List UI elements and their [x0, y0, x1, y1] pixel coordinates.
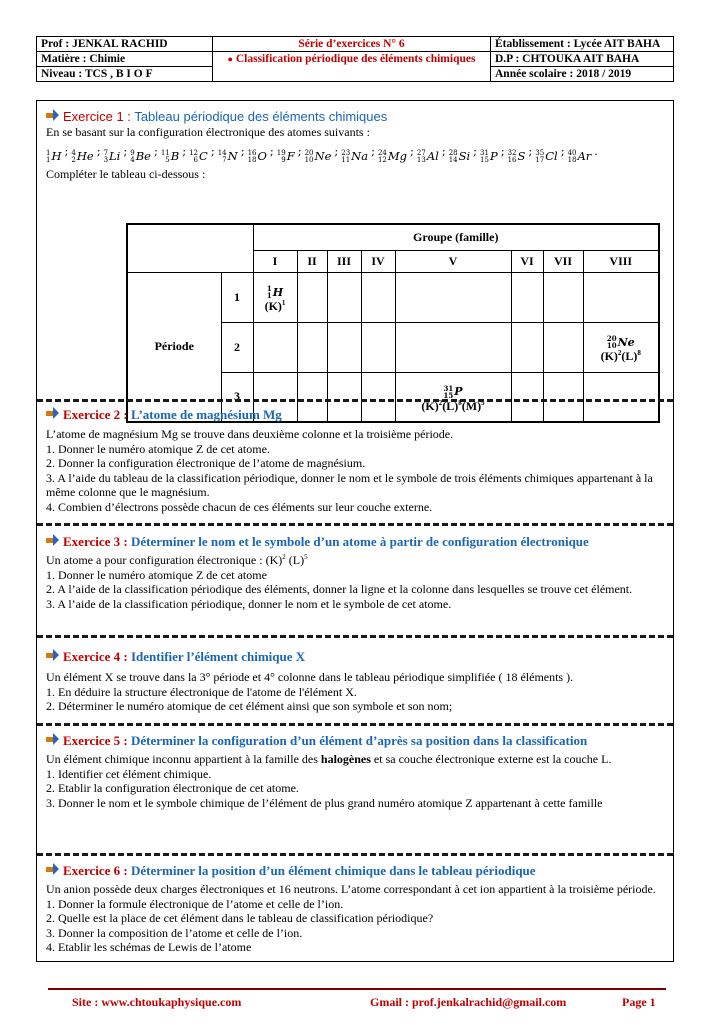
atom-mass-number: 7: [103, 148, 109, 157]
phosphorus-symbol: [443, 385, 462, 399]
atom-cl: [535, 149, 557, 164]
exercise-1-number: Exercice 1 :: [63, 109, 131, 124]
atom-mass-number: 31: [480, 148, 489, 157]
atom-mass-number: 27: [416, 148, 426, 157]
neon-l: (L): [621, 349, 638, 363]
exercise-3-l-exp: 5: [304, 553, 308, 561]
exercise-6-heading: Déterminer la position d’un élément chimique dans le tableau périodique: [130, 863, 536, 878]
footer-page-number: Page 1: [622, 995, 656, 1009]
hydrogen-conf-exp: 1: [281, 299, 286, 307]
atom-number: 3: [103, 155, 109, 164]
phosphorus-m: (M): [461, 398, 482, 413]
exercise-6-line: 4. Etablir les schémas de Lewis de l’atome: [46, 940, 252, 955]
group-viii: VIII: [583, 250, 659, 272]
neon-l-exp: 8: [637, 349, 641, 357]
header-prof: Prof : JENKAL RACHID: [37, 37, 213, 52]
atom-indices: [417, 150, 426, 164]
atom-o: [248, 149, 267, 164]
group-v: V: [395, 250, 511, 272]
exercise-4-title: [46, 648, 666, 665]
atom-mass-number: 14: [217, 148, 227, 157]
group-vi: VI: [511, 250, 543, 272]
exercise-1-heading: Tableau périodique des éléments chimiques: [134, 109, 388, 124]
atom-indices: [46, 150, 50, 164]
group-iv: IV: [361, 250, 395, 272]
atom-symbol: Al: [426, 149, 439, 164]
arrow-icon: [46, 863, 59, 876]
exercise-6-line: 1. Donner la formule électronique de l’atome et celle de l’ion.: [46, 896, 344, 911]
cell-empty: [511, 322, 543, 372]
atom-indices: [568, 150, 577, 164]
group-iii: III: [327, 250, 361, 272]
exercise-3-line: 3. A l’aide de la classification périodique, donner le nom et le symbole de cet atome.: [46, 596, 452, 611]
exercise-4-number: Exercice 4 :: [63, 649, 128, 664]
atom-indices: [71, 150, 75, 164]
group-vii: VII: [543, 250, 583, 272]
footer-site[interactable]: Site : www.chtoukaphysique.com: [72, 995, 242, 1009]
hydrogen-z: 1: [266, 291, 272, 300]
arrow-icon: [46, 109, 59, 122]
exercise-2-title: [46, 406, 666, 423]
group-i: I: [253, 250, 297, 272]
atom-indices: [305, 150, 314, 164]
atom-p: [480, 149, 498, 164]
atom-number: 13: [416, 155, 426, 164]
exercise-5-intro-c: et sa couche électronique externe est la couche L.: [370, 752, 612, 766]
table-corner: [127, 224, 253, 272]
cell-empty: [327, 272, 361, 322]
header-matiere: Matière : Chimie: [37, 52, 213, 67]
exercise-2-line: 3. A l’aide du tableau de la classification périodique, donner le nom et le symbole de trois éléments chimiques appartenant à la même colonne que le magnésium.: [46, 470, 653, 500]
section-separator: [37, 523, 673, 526]
atom-symbol: F: [286, 149, 295, 164]
arrow-icon: [46, 407, 59, 420]
exercise-1-title: [46, 108, 666, 125]
exercise-4: [46, 648, 666, 714]
atom-symbol: Mg: [387, 149, 408, 164]
exercise-4-heading: Identifier l’élément chimique X: [130, 649, 306, 664]
atom-mass-number: 24: [377, 148, 387, 157]
atom-number: 5: [165, 155, 170, 164]
atom-mg: [378, 149, 407, 164]
atom-si: [449, 149, 470, 164]
atom-indices: [535, 150, 544, 164]
header-niveau: Niveau : TCS , B I O F: [37, 67, 213, 82]
neon-mass: 20: [606, 334, 617, 343]
period-3: 3: [221, 372, 253, 422]
atom-number: 7: [222, 155, 227, 164]
cell-empty: [583, 272, 659, 322]
arrow-icon: [46, 649, 59, 662]
cell-empty: [395, 322, 511, 372]
atom-mass-number: 4: [71, 148, 76, 157]
footer-rule: [48, 988, 666, 990]
exercise-3-intro: [46, 553, 666, 568]
periodic-table: [126, 223, 660, 423]
atom-symbol: Li: [109, 149, 121, 164]
header-dp: D.P : CHTOUKA AIT BAHA: [491, 52, 674, 67]
atom-mass-number: 28: [448, 148, 458, 157]
neon-k-exp: 2: [617, 349, 622, 357]
neon-symbol: [607, 335, 635, 349]
atom-indices: [449, 150, 458, 164]
atom-number: 16: [507, 155, 517, 164]
atom-number: 4: [130, 155, 135, 164]
atom-mass-number: 9: [130, 148, 135, 157]
section-separator: [37, 723, 673, 726]
atom-he: [71, 149, 93, 164]
header-lesson: ● Classification périodique des éléments chimiques: [213, 52, 491, 82]
phosphorus-l: (L): [442, 398, 459, 413]
atom-indices: [161, 150, 170, 164]
atom-number: 10: [304, 155, 314, 164]
section-separator: [37, 399, 673, 402]
atom-s: [508, 149, 526, 164]
exercise-3-title: [46, 533, 666, 550]
atom-na: [341, 149, 368, 164]
phosphorus-l-exp: 8: [458, 398, 462, 407]
phosphorus-mass: 31: [443, 383, 454, 393]
atom-indices: [130, 150, 134, 164]
phosphorus-sym: P: [454, 385, 463, 399]
arrow-icon: [46, 733, 59, 746]
exercise-5-line: 1. Identifier cet élément chimique.: [46, 766, 212, 781]
atom-f: [277, 149, 295, 164]
atom-number: 18: [247, 155, 257, 164]
atom-indices: [480, 150, 489, 164]
atom-mass-number: 19: [276, 148, 286, 157]
atom-number: 11: [341, 155, 351, 164]
exercise-5-title: [46, 732, 666, 749]
exercise-3-l: (L): [285, 553, 305, 567]
exercise-3: [46, 533, 666, 611]
header-annee: Année scolaire : 2018 / 2019: [491, 67, 674, 82]
group-ii: II: [297, 250, 327, 272]
atom-indices: [218, 150, 227, 164]
hydrogen-symbol: [267, 285, 283, 299]
atom-mass-number: 20: [304, 148, 314, 157]
exercise-4-line: 2. Déterminer le numéro atomique de cet élément ainsi que son symbole et son nom;: [46, 699, 453, 714]
atom-number: 14: [448, 155, 458, 164]
exercise-5-line: 2. Etablir la configuration électronique de cet atome.: [46, 781, 299, 796]
atom-symbol: P: [489, 149, 498, 164]
neon-z: 10: [606, 341, 617, 350]
exercise-2: [46, 406, 666, 515]
cell-empty: [253, 322, 297, 372]
atom-mass-number: 35: [535, 148, 545, 157]
exercise-5: [46, 732, 666, 810]
atom-n: [218, 149, 238, 164]
exercise-3-line: 1. Donner le numéro atomique Z de cet atome: [46, 567, 267, 582]
atom-number: 9: [281, 155, 286, 164]
atom-li: [104, 149, 121, 164]
atom-number: 12: [377, 155, 387, 164]
exercise-2-line: 2. Donner la configuration électronique de l’atome de magnésium.: [46, 456, 366, 471]
atom-symbol: Si: [458, 149, 471, 164]
phosphorus-k-exp: 2: [438, 398, 443, 407]
section-separator: [37, 635, 673, 638]
atom-indices: [248, 150, 257, 164]
exercise-6-line: 2. Quelle est la place de cet élément dans le tableau de classification périodique?: [46, 911, 434, 926]
atom-number: 2: [71, 155, 76, 164]
neon-k: (K): [600, 349, 618, 363]
atom-symbol: Ar: [577, 149, 592, 164]
exercise-1-intro: En se basant sur la configuration électronique des atomes suivants :: [46, 125, 370, 139]
atom-symbol: H: [51, 149, 62, 164]
footer-email[interactable]: Gmail : prof.jenkalrachid@gmail.com: [370, 995, 567, 1009]
exercise-5-line: 3. Donner le nom et le symbole chimique de l’élément de plus grand numéro atomique Z appartenant à cette famille: [46, 795, 603, 810]
page: [36, 36, 674, 986]
cell-empty: [543, 272, 583, 322]
atom-mass-number: 23: [341, 148, 351, 157]
atom-mass-number: 1: [46, 148, 51, 157]
atom-indices: [341, 150, 350, 164]
cell-empty: [297, 322, 327, 372]
exercise-6-number: Exercice 6 :: [63, 863, 128, 878]
atom-symbol: B: [170, 149, 180, 164]
hydrogen-mass: 1: [266, 284, 272, 293]
atom-number: 17: [535, 155, 545, 164]
exercise-3-k-exp: 2: [282, 553, 286, 561]
atom-symbol: C: [199, 149, 208, 164]
exercise-6-line: 3. Donner la composition de l’atome et celle de l’ion.: [46, 925, 303, 940]
phosphorus-m-exp: 5: [481, 398, 485, 407]
header-etablissement: Établissement : Lycée AIT BAHA: [491, 37, 674, 52]
exercise-3-intro-text: Un atome a pour configuration électronique : (K): [46, 553, 283, 567]
atom-mass-number: 12: [189, 148, 199, 157]
period-1: 1: [221, 272, 253, 322]
cell-empty: [297, 272, 327, 322]
atom-mass-number: 11: [160, 148, 170, 157]
atom-ne: [305, 149, 332, 164]
phosphorus-k: (K): [421, 398, 439, 413]
exercise-5-intro-a: Un élément chimique inconnu appartient à la famille des: [46, 752, 321, 766]
cell-empty: [395, 272, 511, 322]
exercise-5-intro: [46, 752, 666, 767]
exercise-2-heading: L’atome de magnésium Mg: [130, 407, 282, 422]
cell-empty: [327, 322, 361, 372]
cell-hydrogen: [253, 272, 297, 322]
atom-indices: [189, 150, 198, 164]
exercise-1-instruction: Compléter le tableau ci-dessous :: [46, 166, 206, 181]
cell-empty: [361, 272, 395, 322]
atom-list: 1 1 H ; 4 2 He ; 7 3 Li ; 9 4 Be ; 11 5 B ; 12 6 C ; 14 7 N ; 16 18 O ; 19 9 F ; 20 10 Ne ; 23 11 Na ; 24 12 Mg ; 27 13 Al ; 28 14 Si ; 31 15 P ; 32 16 S ; 35 17 Cl ; 40 18 Ar .: [46, 143, 598, 164]
exercise-2-line: 1. Donner le numéro atomique Z de cet atome.: [46, 441, 270, 456]
arrow-icon: [46, 534, 59, 547]
atom-h: [46, 149, 62, 164]
hydrogen-conf: (K): [264, 299, 282, 313]
atom-number: 15: [480, 155, 489, 164]
exercise-4-line: 1. En déduire la structure électronique de l'atome de l'élément X.: [46, 684, 357, 699]
exercise-2-line: 4. Combien d’électrons possède chacun de ces éléments sur leur couche externe.: [46, 499, 433, 514]
atom-b: [161, 149, 179, 164]
exercise-4-line: Un élément X se trouve dans la 3° période et 4° colonne dans le tableau périodique simplifiée ( 18 éléments ).: [46, 670, 574, 684]
exercise-5-number: Exercice 5 :: [63, 733, 128, 748]
atom-mass-number: 40: [567, 148, 577, 157]
atom-symbol: Be: [135, 149, 151, 164]
atom-symbol: Na: [351, 149, 369, 164]
header-serie: Série d’exercices N° 6: [213, 37, 491, 52]
header-table: [36, 36, 674, 82]
atom-number: 18: [567, 155, 577, 164]
atom-symbol: Ne: [314, 149, 332, 164]
exercise-3-line: 2. A l’aide de la classification périodique des éléments, donner la ligne et la colonne dans lesquelles se trouve cet élément.: [46, 582, 633, 597]
atom-indices: [104, 150, 108, 164]
atom-ar: [568, 149, 592, 164]
atom-indices: [508, 150, 517, 164]
exercise-6: [46, 862, 666, 955]
cell-neon: [583, 322, 659, 372]
exercise-5-intro-bold: halogènes: [320, 752, 371, 766]
atom-number: 6: [193, 155, 199, 164]
exercise-6-title: [46, 862, 666, 879]
atom-symbol: He: [76, 149, 94, 164]
period-2: 2: [221, 322, 253, 372]
exercise-3-heading: Déterminer le nom et le symbole d’un atome à partir de configuration électronique: [130, 534, 589, 549]
cell-empty: [361, 322, 395, 372]
exercise-2-line: L’atome de magnésium Mg se trouve dans deuxième colonne et la troisième période.: [46, 427, 454, 441]
neon-sym: Ne: [617, 335, 635, 349]
atom-mass-number: 16: [247, 148, 257, 157]
period-label: Période: [127, 272, 221, 422]
cell-empty: [543, 322, 583, 372]
exercise-3-number: Exercice 3 :: [63, 534, 128, 549]
group-header: Groupe (famille): [253, 224, 659, 250]
exercise-1: [46, 108, 666, 181]
hydrogen-sym: H: [272, 285, 284, 299]
atom-c: [189, 149, 208, 164]
atom-number: 1: [46, 155, 51, 164]
atom-symbol: S: [517, 149, 526, 164]
atom-indices: [378, 150, 387, 164]
section-separator: [37, 853, 673, 856]
lesson-title: Classification périodique des éléments chimiques: [235, 53, 476, 65]
atom-symbol: Cl: [545, 149, 558, 164]
exercise-6-intro: Un anion possède deux charges électroniques et 16 neutrons. L’atome correspondant à cet ion appartient à la troisième période.: [46, 882, 656, 896]
atom-symbol: O: [257, 149, 267, 164]
exercise-5-heading: Déterminer la configuration d’un élément d’après sa position dans la classification: [130, 733, 588, 748]
atom-indices: [277, 150, 286, 164]
phosphorus-z: 15: [443, 390, 454, 400]
atom-symbol: N: [227, 149, 238, 164]
atom-mass-number: 32: [507, 148, 517, 157]
atom-be: [130, 149, 151, 164]
cell-empty: [511, 272, 543, 322]
atom-al: [417, 149, 439, 164]
exercise-2-number: Exercice 2 :: [63, 407, 128, 422]
